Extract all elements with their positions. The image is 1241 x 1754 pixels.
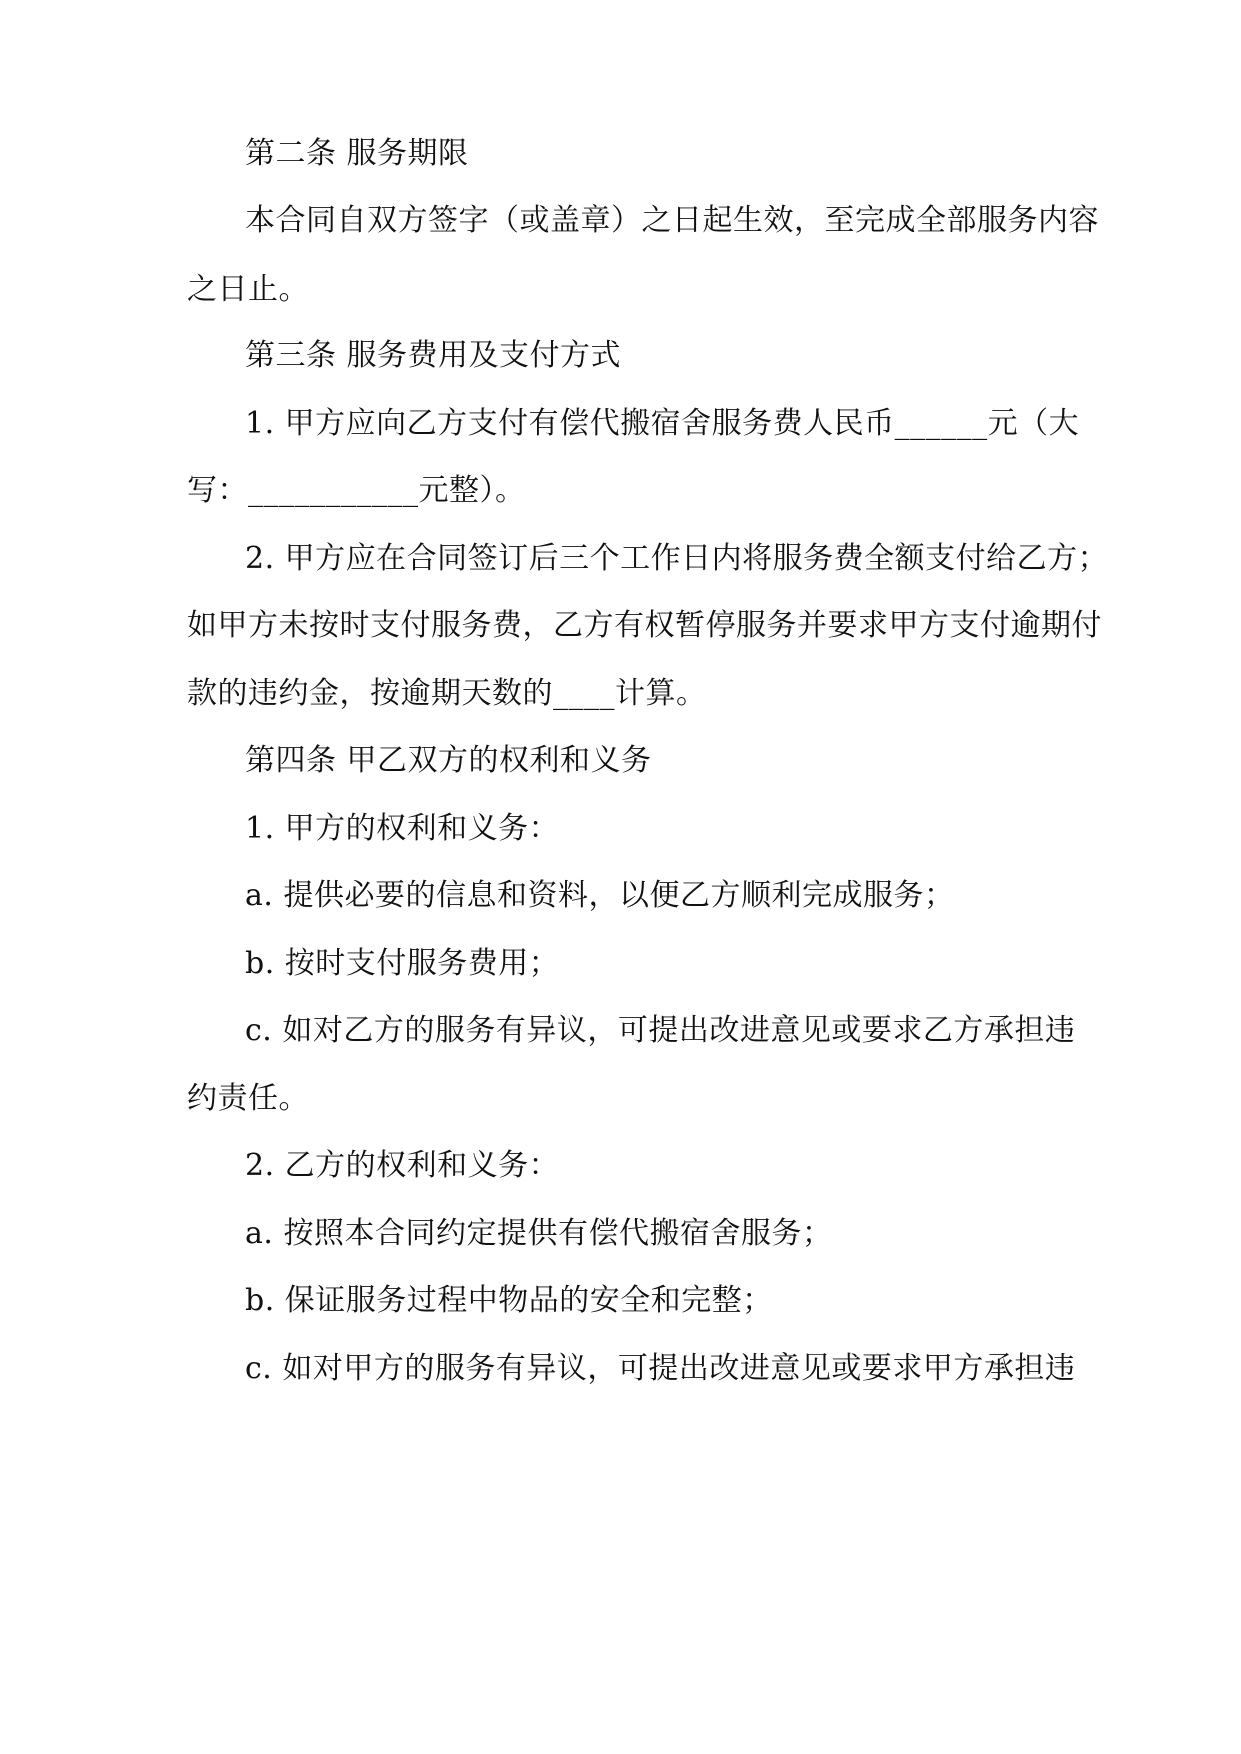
article-4-party-b-item-a: a. 按照本合同约定提供有偿代搬宿舍服务； (245, 1216, 833, 1251)
article-4-party-b-heading: 2. 乙方的权利和义务： (245, 1148, 560, 1183)
article-4-party-b-item-b: b. 保证服务过程中物品的安全和完整； (245, 1283, 773, 1318)
article-2-text: 本合同自双方签字（或盖章）之日起生效，至完成全部服务内容 (245, 203, 1099, 238)
article-3-item-1-cont: 写：___________元整）。 (187, 473, 526, 508)
article-4-party-a-item-b: b. 按时支付服务费用； (245, 946, 560, 981)
article-4-heading: 第四条 甲乙双方的权利和义务 (245, 743, 652, 778)
article-2-heading: 第二条 服务期限 (245, 136, 469, 171)
article-3-heading: 第三条 服务费用及支付方式 (245, 338, 622, 373)
article-2-text-cont: 之日止。 (187, 272, 309, 307)
article-4-party-b-item-c: c. 如对甲方的服务有异议，可提出改进意见或要求甲方承担违 (245, 1351, 1076, 1386)
article-3-item-1: 1. 甲方应向乙方支付有偿代搬宿舍服务费人民币______元（大 (245, 406, 1080, 441)
article-4-party-a-item-c: c. 如对乙方的服务有异议，可提出改进意见或要求乙方承担违 (245, 1013, 1076, 1048)
article-3-item-2: 2. 甲方应在合同签订后三个工作日内将服务费全额支付给乙方； (245, 541, 1109, 576)
article-3-item-2-cont-2: 款的违约金，按逾期天数的____计算。 (187, 676, 707, 711)
article-3-item-2-cont-1: 如甲方未按时支付服务费，乙方有权暂停服务并要求甲方支付逾期付 (187, 608, 1102, 643)
article-4-party-a-heading: 1. 甲方的权利和义务： (245, 811, 560, 846)
article-4-party-a-item-c-cont: 约责任。 (187, 1081, 309, 1116)
article-4-party-a-item-a: a. 提供必要的信息和资料，以便乙方顺利完成服务； (245, 878, 955, 913)
